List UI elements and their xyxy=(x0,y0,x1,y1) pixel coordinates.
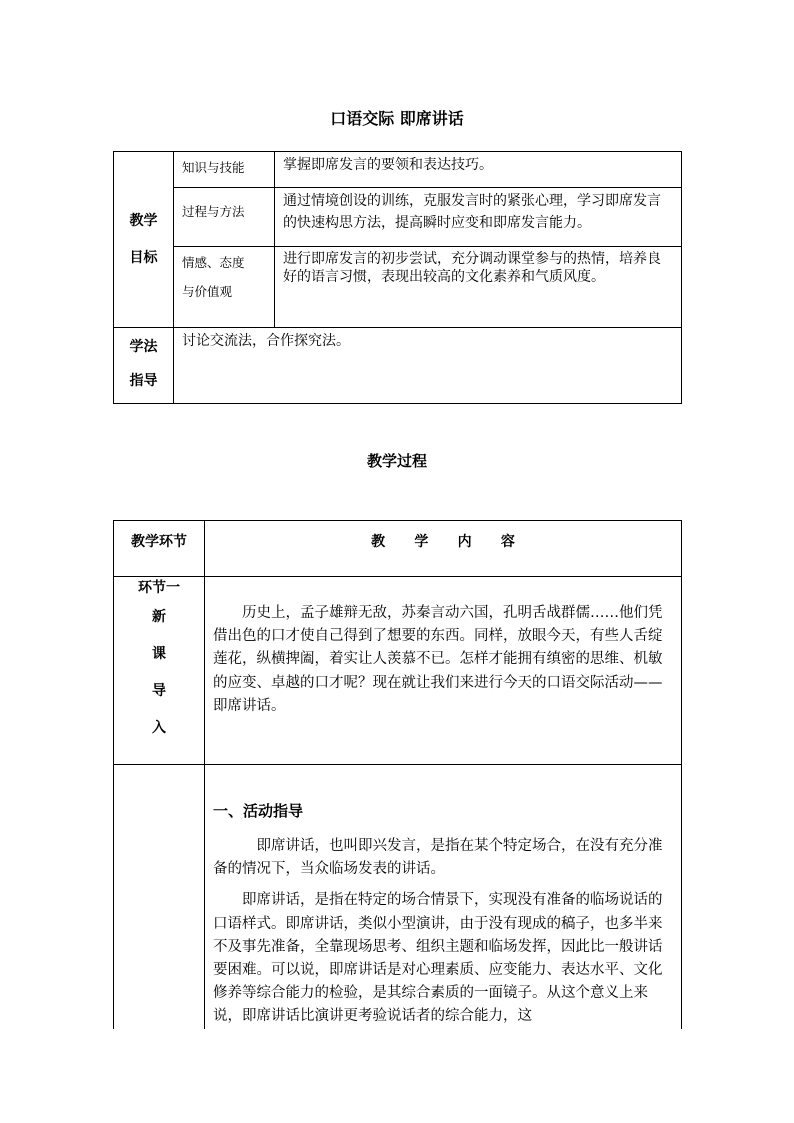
stage1-char-1: 新 xyxy=(152,609,166,625)
objective-name-attitude-line2: 与价值观 xyxy=(182,283,233,299)
content-column-header: 教 学 内 容 xyxy=(205,521,682,577)
method-label xyxy=(114,328,174,404)
stage1-title: 环节一 xyxy=(138,580,180,596)
objective-name-attitude-line1: 情感、态度 xyxy=(182,255,245,270)
stage-column-header: 教学环节 xyxy=(114,521,205,577)
stage1-char-3: 导 xyxy=(152,683,166,700)
stage1-label xyxy=(114,577,205,765)
method-label-line1: 学法 xyxy=(129,339,158,355)
objectives-label-line2: 目标 xyxy=(129,249,158,266)
objective-content-attitude: 进行即席发言的初步尝试，充分调动课堂参与的热情，培养良好的语言习惯，表现出较高的文化素养和气质风度。 xyxy=(275,247,682,328)
objectives-label-line1: 教学 xyxy=(129,213,158,230)
stage2-para1: 即席讲话，也叫即兴发言，是指在某个特定场合，在没有充分准备的情况下，当众临场发表的讲话。 xyxy=(213,838,663,878)
stage1-char-4: 入 xyxy=(152,720,166,737)
objective-name-process: 过程与方法 xyxy=(174,188,275,247)
method-content: 讨论交流法，合作探究法。 xyxy=(174,328,682,404)
objective-content-process: 通过情境创设的训练，克服发言时的紧张心理，学习即席发言的快速构思方法，提高瞬时应变和即席发言能力。 xyxy=(275,188,682,247)
stage2-content-cell xyxy=(205,765,682,1029)
objectives-table xyxy=(113,151,682,403)
objective-content-knowledge: 掌握即席发言的要领和表达技巧。 xyxy=(275,152,682,188)
objectives-label xyxy=(114,152,174,328)
page-title: 口语交际 即席讲话 xyxy=(330,109,464,128)
stage1-char-2: 课 xyxy=(152,646,166,663)
stage1-content-cell xyxy=(205,577,682,765)
stage2-label xyxy=(114,765,205,1029)
stage2-para2: 即席讲话，是指在特定的场合情景下，实现没有准备的临场说话的口语样式。即席讲话，类似小型演讲，由于没有现成的稿子，也多半来不及事先准备，全靠现场思考、组织主题和临场发挥，因此比一般讲话要困难。可以说，即席讲话是对心理素质、应变能力、表达水平、文化修养等综合能力的检验，是其综合素质的一面镜子。从这个意义上来说，即席讲话比演讲更考验说话者的综合能力，这 xyxy=(213,892,663,1025)
stage1-content: 历史上，孟子雄辩无敌，苏秦言动六国，孔明舌战群儒……他们凭借出色的口才使自己得到了想要的东西。同样，放眼今天，有些人舌绽莲花，纵横捭阖，着实让人羡慕不已。怎样才能拥有缜密的思维、机敏的应变、卓越的口才呢？现在就让我们来进行今天的口语交际活动——即席讲话。 xyxy=(213,605,663,714)
stage2-heading: 一、活动指导 xyxy=(213,802,304,820)
method-label-line2: 指导 xyxy=(129,372,158,389)
objective-name-attitude xyxy=(174,247,275,328)
process-title: 教学过程 xyxy=(366,452,427,470)
process-table xyxy=(113,520,682,1025)
objective-name-knowledge: 知识与技能 xyxy=(174,152,275,188)
